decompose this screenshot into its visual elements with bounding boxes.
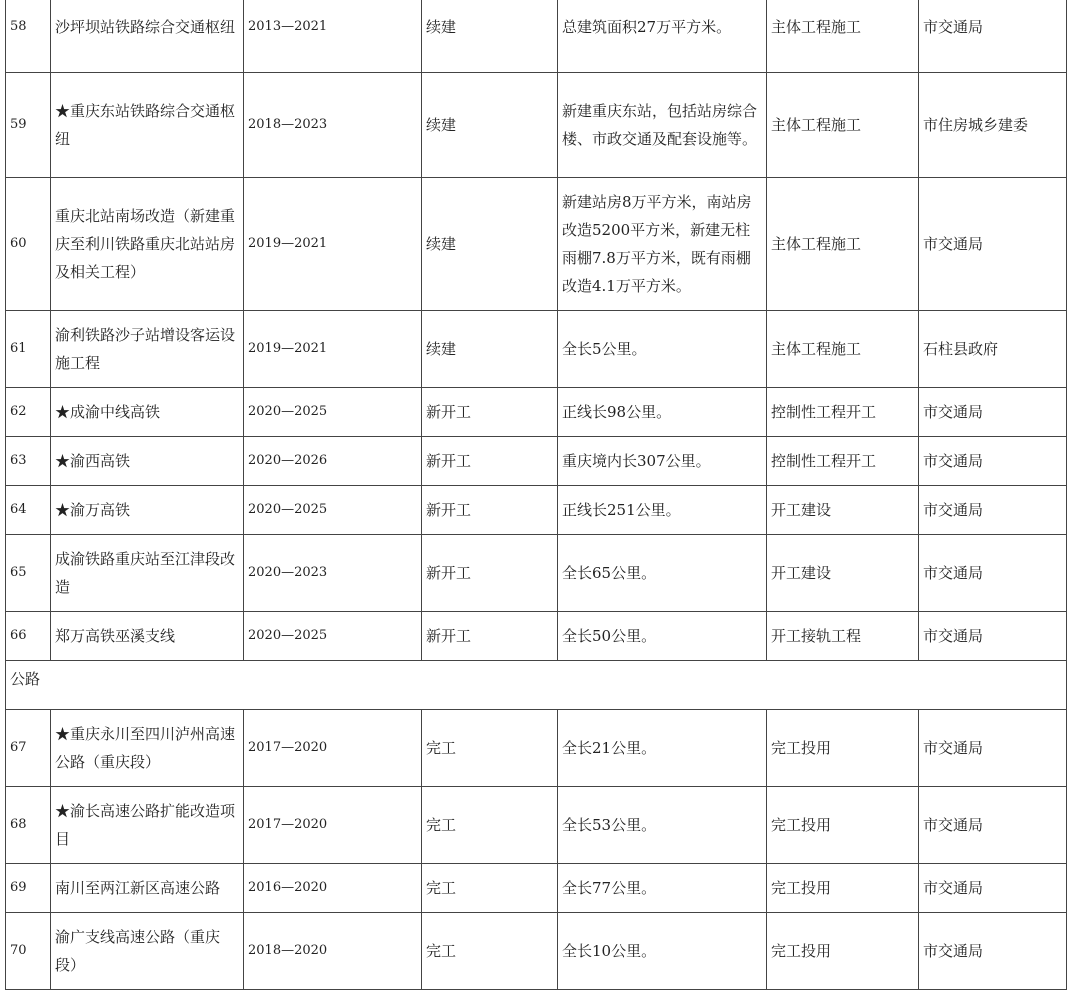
responsible-unit-cell: 石柱县政府 xyxy=(919,311,1067,388)
project-name-cell: 渝广支线高速公路（重庆段） xyxy=(51,913,244,990)
row-number-cell: 59 xyxy=(6,73,51,178)
construction-scale-cell: 全长50公里。 xyxy=(558,612,767,661)
construction-status-cell: 新开工 xyxy=(422,437,558,486)
annual-progress-cell: 开工建设 xyxy=(767,535,919,612)
responsible-unit-cell: 市交通局 xyxy=(919,486,1067,535)
construction-period-cell: 2020—2025 xyxy=(244,612,422,661)
construction-scale-cell: 全长5公里。 xyxy=(558,311,767,388)
construction-period-cell: 2018—2023 xyxy=(244,73,422,178)
table-row xyxy=(6,178,1067,311)
annual-progress-cell: 开工建设 xyxy=(767,486,919,535)
table-body xyxy=(6,0,1067,990)
project-name-cell: 重庆北站南场改造（新建重庆至利川铁路重庆北站站房及相关工程） xyxy=(51,178,244,311)
annual-progress-cell: 完工投用 xyxy=(767,864,919,913)
annual-progress-cell: 主体工程施工 xyxy=(767,0,919,73)
table-row xyxy=(6,913,1067,990)
construction-scale-cell: 全长10公里。 xyxy=(558,913,767,990)
project-name-cell: ★渝西高铁 xyxy=(51,437,244,486)
category-label: 公路 xyxy=(6,661,1067,710)
annual-progress-cell: 控制性工程开工 xyxy=(767,437,919,486)
category-row xyxy=(6,661,1067,710)
construction-period-cell: 2013—2021 xyxy=(244,0,422,73)
table-row xyxy=(6,864,1067,913)
row-number-cell: 68 xyxy=(6,787,51,864)
construction-period-cell: 2019—2021 xyxy=(244,178,422,311)
table-row xyxy=(6,535,1067,612)
project-name-cell: ★重庆永川至四川泸州高速公路（重庆段） xyxy=(51,710,244,787)
construction-period-cell: 2019—2021 xyxy=(244,311,422,388)
construction-period-cell: 2020—2025 xyxy=(244,388,422,437)
responsible-unit-cell: 市交通局 xyxy=(919,388,1067,437)
construction-scale-cell: 全长21公里。 xyxy=(558,710,767,787)
table-row xyxy=(6,710,1067,787)
construction-status-cell: 新开工 xyxy=(422,486,558,535)
annual-progress-cell: 完工投用 xyxy=(767,787,919,864)
construction-status-cell: 新开工 xyxy=(422,612,558,661)
responsible-unit-cell: 市交通局 xyxy=(919,612,1067,661)
project-name-cell: 成渝铁路重庆站至江津段改造 xyxy=(51,535,244,612)
construction-scale-cell: 全长65公里。 xyxy=(558,535,767,612)
construction-status-cell: 完工 xyxy=(422,710,558,787)
row-number-cell: 58 xyxy=(6,0,51,73)
responsible-unit-cell: 市交通局 xyxy=(919,535,1067,612)
row-number-cell: 62 xyxy=(6,388,51,437)
construction-period-cell: 2020—2026 xyxy=(244,437,422,486)
construction-status-cell: 新开工 xyxy=(422,535,558,612)
construction-scale-cell: 全长77公里。 xyxy=(558,864,767,913)
project-name-cell: 郑万高铁巫溪支线 xyxy=(51,612,244,661)
row-number-cell: 61 xyxy=(6,311,51,388)
table-row xyxy=(6,0,1067,73)
responsible-unit-cell: 市交通局 xyxy=(919,864,1067,913)
construction-status-cell: 完工 xyxy=(422,787,558,864)
table-row xyxy=(6,437,1067,486)
construction-period-cell: 2020—2025 xyxy=(244,486,422,535)
responsible-unit-cell: 市交通局 xyxy=(919,913,1067,990)
construction-scale-cell: 重庆境内长307公里。 xyxy=(558,437,767,486)
construction-scale-cell: 全长53公里。 xyxy=(558,787,767,864)
project-name-cell: ★成渝中线高铁 xyxy=(51,388,244,437)
construction-scale-cell: 正线长98公里。 xyxy=(558,388,767,437)
construction-status-cell: 续建 xyxy=(422,0,558,73)
construction-status-cell: 续建 xyxy=(422,178,558,311)
row-number-cell: 66 xyxy=(6,612,51,661)
project-name-cell: 沙坪坝站铁路综合交通枢纽 xyxy=(51,0,244,73)
responsible-unit-cell: 市交通局 xyxy=(919,710,1067,787)
annual-progress-cell: 完工投用 xyxy=(767,913,919,990)
project-name-cell: ★渝长高速公路扩能改造项目 xyxy=(51,787,244,864)
construction-scale-cell: 新建重庆东站，包括站房综合楼、市政交通及配套设施等。 xyxy=(558,73,767,178)
annual-progress-cell: 控制性工程开工 xyxy=(767,388,919,437)
table-row xyxy=(6,612,1067,661)
construction-period-cell: 2017—2020 xyxy=(244,787,422,864)
row-number-cell: 60 xyxy=(6,178,51,311)
annual-progress-cell: 主体工程施工 xyxy=(767,73,919,178)
construction-period-cell: 2020—2023 xyxy=(244,535,422,612)
row-number-cell: 69 xyxy=(6,864,51,913)
construction-scale-cell: 新建站房8万平方米，南站房改造5200平方米，新建无柱雨棚7.8万平方米，既有雨棚改造4.1万平方米。 xyxy=(558,178,767,311)
annual-progress-cell: 完工投用 xyxy=(767,710,919,787)
annual-progress-cell: 主体工程施工 xyxy=(767,178,919,311)
construction-period-cell: 2018—2020 xyxy=(244,913,422,990)
construction-status-cell: 新开工 xyxy=(422,388,558,437)
responsible-unit-cell: 市交通局 xyxy=(919,178,1067,311)
table-row xyxy=(6,388,1067,437)
annual-progress-cell: 开工接轨工程 xyxy=(767,612,919,661)
table-row xyxy=(6,787,1067,864)
construction-scale-cell: 正线长251公里。 xyxy=(558,486,767,535)
row-number-cell: 65 xyxy=(6,535,51,612)
construction-status-cell: 完工 xyxy=(422,864,558,913)
responsible-unit-cell: 市住房城乡建委 xyxy=(919,73,1067,178)
row-number-cell: 67 xyxy=(6,710,51,787)
row-number-cell: 64 xyxy=(6,486,51,535)
project-name-cell: ★重庆东站铁路综合交通枢纽 xyxy=(51,73,244,178)
responsible-unit-cell: 市交通局 xyxy=(919,787,1067,864)
responsible-unit-cell: 市交通局 xyxy=(919,437,1067,486)
row-number-cell: 63 xyxy=(6,437,51,486)
construction-status-cell: 完工 xyxy=(422,913,558,990)
table-row xyxy=(6,311,1067,388)
row-number-cell: 70 xyxy=(6,913,51,990)
project-name-cell: ★渝万高铁 xyxy=(51,486,244,535)
construction-period-cell: 2017—2020 xyxy=(244,710,422,787)
table-row xyxy=(6,486,1067,535)
construction-period-cell: 2016—2020 xyxy=(244,864,422,913)
construction-status-cell: 续建 xyxy=(422,73,558,178)
construction-scale-cell: 总建筑面积27万平方米。 xyxy=(558,0,767,73)
project-name-cell: 渝利铁路沙子站增设客运设施工程 xyxy=(51,311,244,388)
project-table xyxy=(5,0,1067,990)
construction-status-cell: 续建 xyxy=(422,311,558,388)
responsible-unit-cell: 市交通局 xyxy=(919,0,1067,73)
table-row xyxy=(6,73,1067,178)
annual-progress-cell: 主体工程施工 xyxy=(767,311,919,388)
project-name-cell: 南川至两江新区高速公路 xyxy=(51,864,244,913)
